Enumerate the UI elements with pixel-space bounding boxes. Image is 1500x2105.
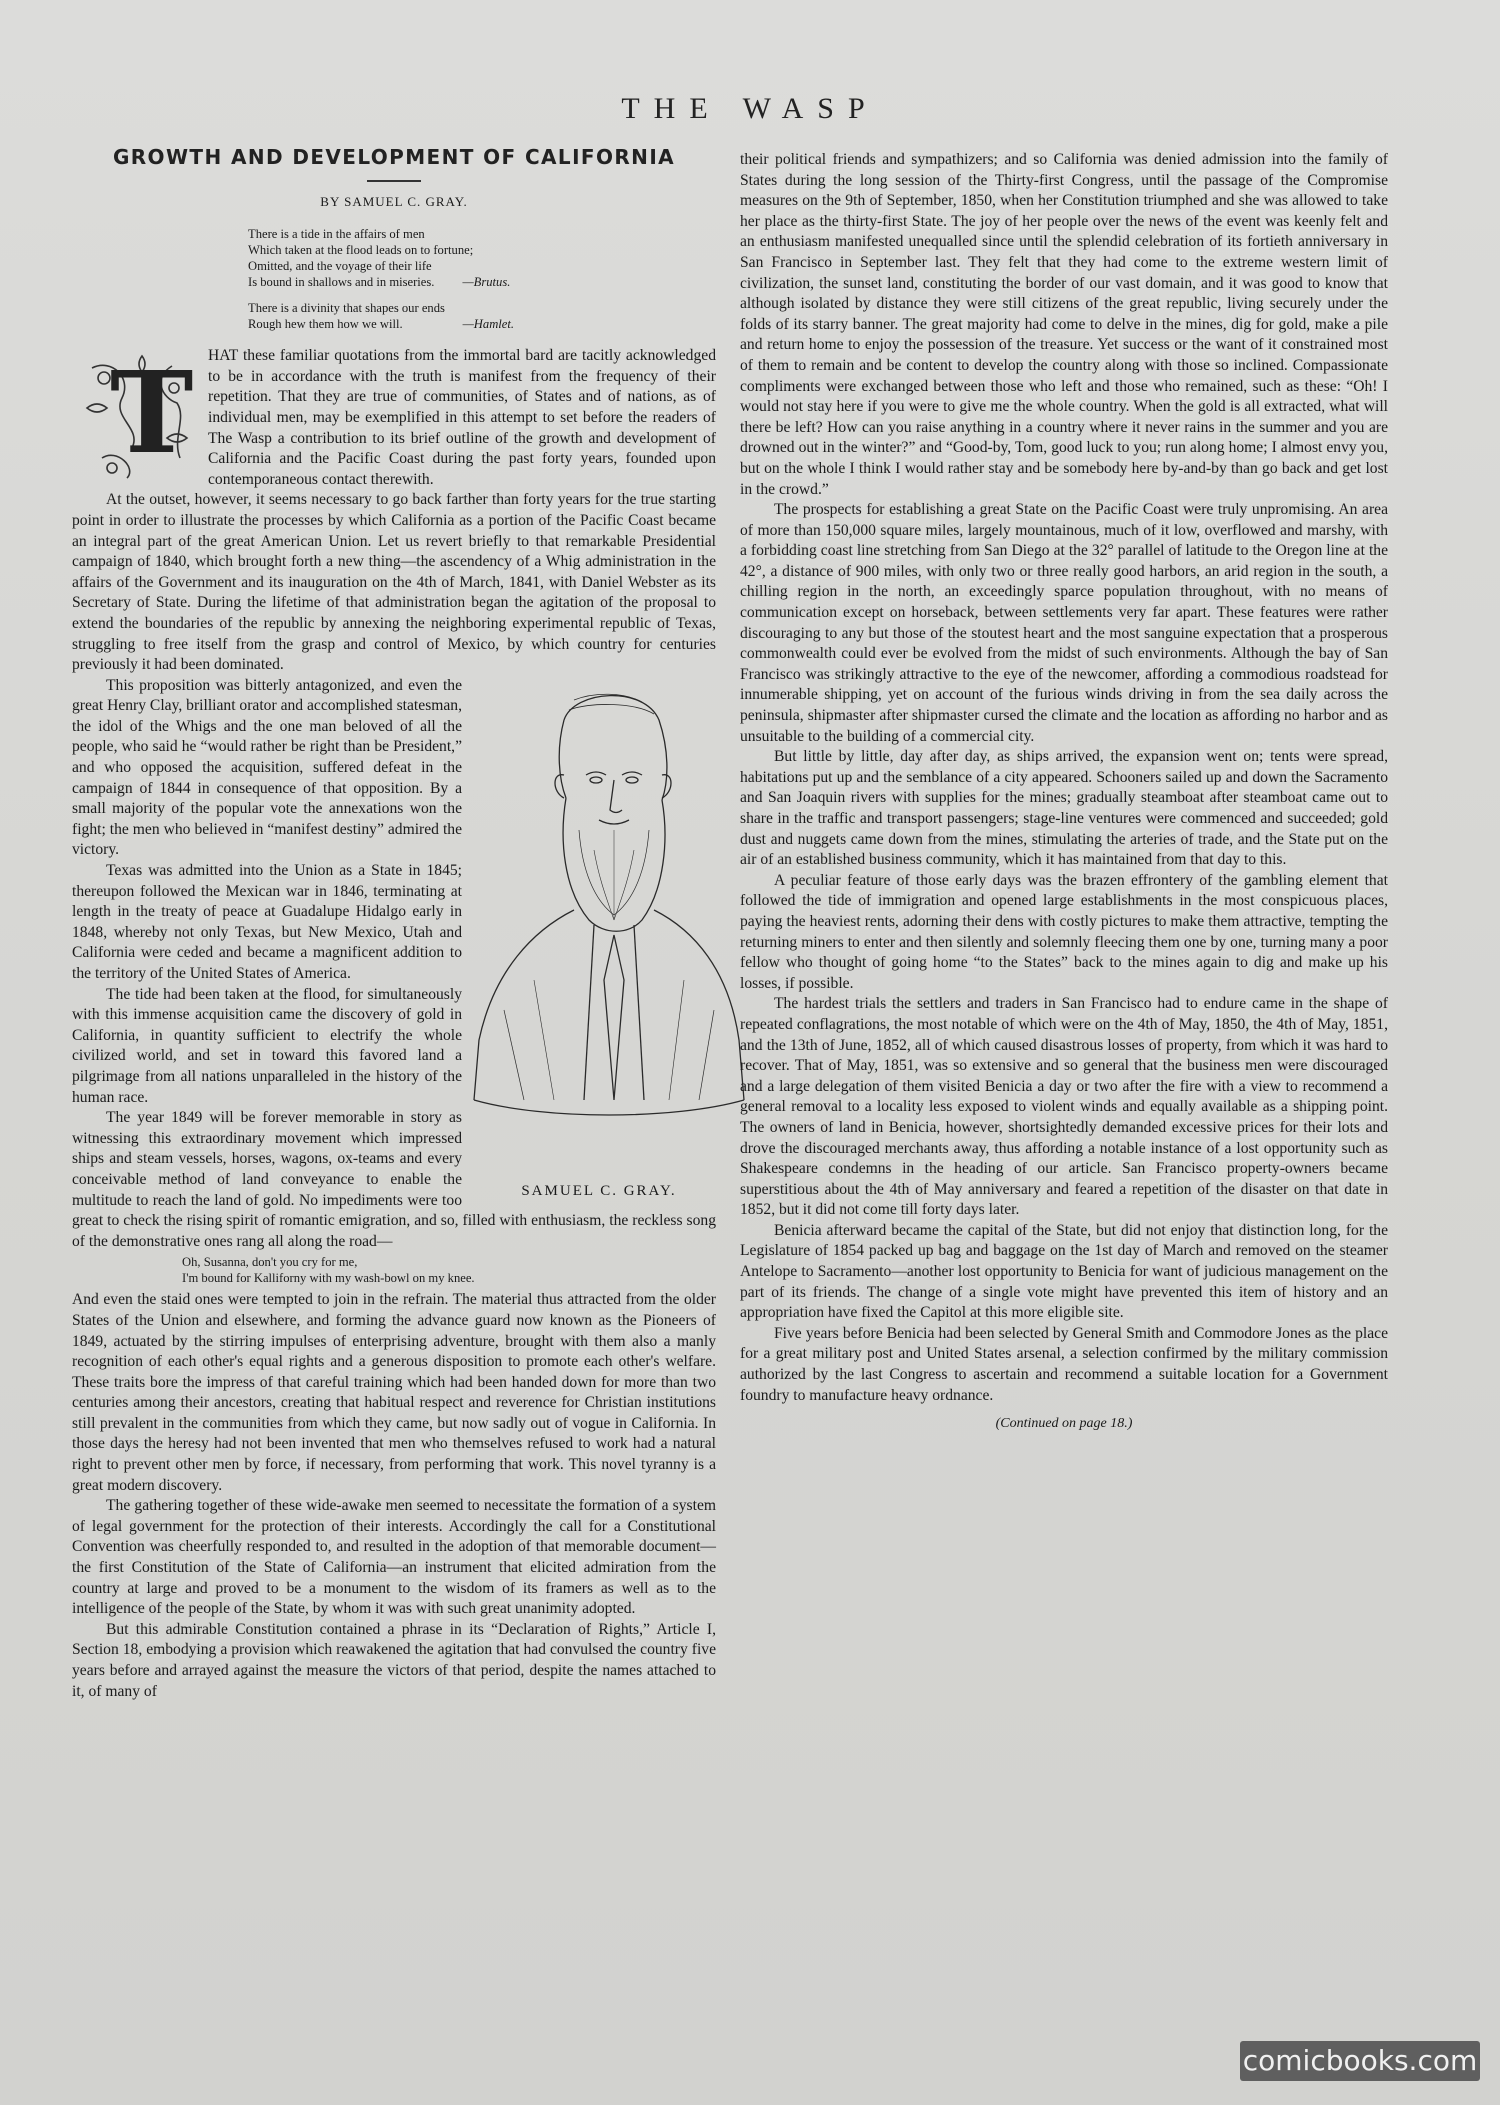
right-column	[740, 150, 1388, 1435]
paragraph: their political friends and sympathizers; and so California was denied admission into the family of States during the long session of the Thirty-first Congress, until the passage of the Compromise measures on the 9th of September, 1850, when her Constitution triumphed and she was allowed to take her place as the thirty-first State. The joy of her people over the news of the event was keenly felt and an enthusiasm manifested unequalled since until the splendid celebration of its fortieth anniversary in San Francisco in September last. They felt that they had come to the extreme western limit of civilization, the sunset land, constituting the border of our vast domain, and it was good to know that although isolated by distance they were still citizens of the great republic, living securely under the folds of its starry banner. The great majority had come to delve in the mines, dig for gold, make a pile and return home to enjoy the possession of the treasure. Yet success or the want of it constrained most of them to remain and be content to develop the country along with those so inclined. Compassionate compliments were exchanged between those who left and those who remained, such as these: “Oh! I would not stay here if you were to give me the whole country. When the gold is all extracted, what will there be left? How can you raise anything in a country where it never rains in the summer and you are drowned out in the winter?” and “Good-by, Tom, good luck to you; run along home; I almost envy you, but on the whole I think I would rather stay and be somebody here by-and-by than go back and get lost in the crowd.”	[740, 151, 1388, 498]
epigraph-text: Is bound in shallows and in miseries.	[248, 275, 435, 290]
paragraph: The prospects for establishing a great State on the Pacific Coast were truly unpromising. An area of more than 150,000 square miles, largely mountainous, much of it low, overflowed and marshy, with a forbidding coast line stretching from San Diego at the 32° parallel of latitude to the Oregon line at the 42°, a distance of 900 miles, with only two or three really good harbors, an arid region in the south, a chilling region in the north, an exceedingly sparce population throughout, with no means of communication except on horseback, between settlements very far apart. These features were rather discouraging to any but those of the stoutest heart and the most sanguine expectation that a prosperous commonwealth could ever be evolved from the midst of such environments. Although the bay of San Francisco was strikingly attractive to the eye of the newcomer, affording a commodious roadstead for innumerable shipping, yet on account of the furious winds driving in from the sea daily across the peninsula, shipmaster after shipmaster cursed the climate and the location as affording no harbor and as unsuitable to the building of a commercial city.	[740, 501, 1388, 745]
paragraph: But this admirable Constitution contained a phrase in its “Declaration of Rights,” Article I, Section 18, embodying a provision which reawakened the agitation that had convulsed the country five years before and arrayed against the measure the victors of that period, despite the names attached to it, of many of	[72, 1620, 716, 1700]
article-title: GROWTH AND DEVELOPMENT OF CALIFORNIA	[112, 145, 676, 169]
song-line: Oh, Susanna, don't you cry for me,	[182, 1255, 358, 1270]
paragraph: The hardest trials the settlers and traders in San Francisco had to endure came in the shape of repeated conflagrations, the most notable of which were on the 4th of May, 1850, the 4th of May, 1851, and the 13th of June, 1852, all of which caused disastrous losses of property, from which it was hard to recover. That of May, 1851, was so extensive and so general that the business men were discouraged and a large delegation of them visited Benicia a day or two after the fire with a view to recommend a general removal to a locality less exposed to violent winds and equally available as a shipping point. The owners of land in Benicia, however, shortsightedly demanded excessive prices for their lots and drove the discouraged merchants away, thus affording a notable instance of a lost opportunity such as Shakespeare condemns in the heading of our article. San Francisco property-owners became superstitious about the 4th of May anniversary and feared a repetition of the disaster on that date in 1852, but it did not come till forty days later.	[740, 995, 1388, 1219]
paragraph: At the outset, however, it seems necessary to go back farther than forty years for the true starting point in order to illustrate the processes by which California as a portion of the Pacific Coast became an integral part of the great American Union. Let us revert briefly to that remarkable Presidential campaign of 1840, which brought forth a new thing—the ascendency of a Whig administration in the affairs of the Government and its inauguration on the 4th of March, 1841, with Daniel Webster as its Secretary of State. During the lifetime of that administration began the agitation of the proposal to extend the boundaries of the republic by annexing the neighboring experimental republic of Texas, struggling to free itself from the grasp and control of Mexico, by which country for centuries previously it had been dominated.	[72, 491, 716, 674]
title-rule	[367, 180, 421, 182]
epigraph-line: Omitted, and the voyage of their life	[248, 259, 432, 274]
epigraph-line	[248, 316, 716, 332]
masthead: THE WASP	[621, 92, 879, 125]
paragraph: Five years before Benicia had been selected by General Smith and Commodore Jones as the place for a great military post and United States arsenal, a selection confirmed by the military commission authorized by the last Congress to ascertain and recommend a suitable location for a Government foundry to manufacture heavy ordnance.	[740, 1324, 1388, 1404]
paragraph: The year 1849 will be forever memorable in story as witnessing this extraordinary movement which impressed ships and steam vessels, horses, wagons, ox-teams and every conceivable method of land conveyance to enable the multitude to reach the land of gold. No impediments were too great to check the rising spirit of romantic emigration, and so, filled with enthusiasm, the reckless song of the demonstrative ones rang all along the road—	[72, 1109, 716, 1250]
epigraph-line: There is a tide in the affairs of men	[248, 227, 425, 242]
paragraph: The tide had been taken at the flood, for simultaneously with this immense acquisition came the discovery of gold in California, in quantity sufficient to electrify the whole civilized world, and set in toward this favored land a pilgrimage from all nations unparalleled in the history of the human race.	[72, 985, 462, 1106]
paragraph: The gathering together of these wide-awake men seemed to necessitate the formation of a system of legal government for the protection of their interests. Accordingly the call for a Constitutional Convention was cheerfully responded to, and resulted in the adoption of that memorable document—the first Constitution of the State of California—an instrument that elicited admiration from the country at large and proved to be a monument to the wisdom of its framers as well as to the intelligence of the people of the State, by whom it was with such great unanimity adopted.	[72, 1497, 716, 1618]
portrait-area	[474, 680, 724, 1200]
portrait-caption: SAMUEL C. GRAY.	[521, 1183, 677, 1200]
song-line: I'm bound for Kalliforny with my wash-bowl on my knee.	[182, 1271, 475, 1286]
dropcap-letter: T	[110, 348, 194, 480]
continued-note: (Continued on page 18.)	[995, 1416, 1133, 1432]
left-column	[72, 145, 716, 1702]
portrait-engraving-icon	[464, 680, 754, 1180]
paragraph: This proposition was bitterly antagonized, and even the great Henry Clay, brilliant orator and accomplished statesman, the idol of the Whigs and the one man beloved of all the people, who said he “would rather be right than be President,” and who opposed the acquisition, suffered defeat in the campaign of 1844 in consequence of that opposition. By a small majority of the popular vote the annexations won the fight; the men who believed in “manifest destiny” admired the victory.	[72, 676, 463, 859]
epigraph-brutus	[248, 226, 716, 290]
paragraph: Benicia afterward became the capital of the State, but did not enjoy that distinction long, for the Legislature of 1854 packed up bag and baggage on the 1st day of March and removed on the steamer Antelope to Sacramento—another lost opportunity to Benicia for want of judicious management on the part of its friends. The change of a single vote might have prevented this item of history and an appropriation have fixed the Capitol at this more eligible site.	[740, 1221, 1388, 1322]
epigraph-text: Rough hew them how we will.	[248, 317, 403, 332]
paragraph: But little by little, day after day, as ships arrived, the expansion went on; tents were spread, habitations put up and the semblance of a city appeared. Schooners sailed up and down the Sacramento and San Joaquin rivers with supplies for the mines; gradually steamboat after steamboat came out to share in the traffic and transport passengers; stage-line ventures were commenced and succeeded; gold dust and nuggets came down from the mines, stimulating the arteries of trade, and the State put on the air of an established business community, which it has maintained from that day to this.	[740, 748, 1388, 869]
ornamental-dropcap	[82, 348, 194, 486]
epigraph-attribution: —Brutus.	[462, 275, 511, 290]
song-verse	[182, 1254, 716, 1286]
watermark-logo: comicbooks.com	[1240, 2041, 1480, 2081]
paragraph: Texas was admitted into the Union as a State in 1845; thereupon followed the Mexican war in 1846, terminating at length in the treaty of peace at Guadalupe Hidalgo early in 1848, whereby not only Texas, but New Mexico, Utah and California were ceded and became a magnificent addition to the territory of the United States of America.	[72, 862, 462, 982]
paragraph: And even the staid ones were tempted to join in the refrain. The material thus attracted from the older States of the Union and elsewhere, and forming the advance guard now known as the Pioneers of 1849, actuated by the stirring impulses of enterprising adventure, brought with them also a manly recognition of each other's equal rights and a generous disposition to promote each other's welfare. These traits bore the impress of that careful training which had been handed down for more than two centuries among their ancestors, creating that habitual respect and reverence for Christian institutions still prevalent in the communities from which they came, but now sadly out of vogue in California. In those days the heresy had not been invented that men who themselves refused to work had a natural right to prevent other men by force, if necessary, from performing that work. This novel tyranny is a great modern discovery.	[72, 1291, 716, 1494]
paragraph: HAT these familiar quotations from the immortal bard are tacitly acknowledged to be in accordance with the truth is manifest from the frequency of their repetition. That they are true of communities, of States and of nations, as of individual men, may be exemplified in this attempt to set before the readers of The Wasp a contribution to its brief outline of the growth and development of California and the Pacific Coast during the past forty years, founded upon contemporaneous contact therewith.	[208, 347, 716, 488]
epigraph-line: There is a divinity that shapes our ends	[248, 301, 445, 316]
epigraph-hamlet	[248, 300, 716, 332]
paragraph: A peculiar feature of those early days was the brazen effrontery of the gambling element that followed the tide of immigration and opened large establishments in the most conspicuous places, paying the heaviest rents, adorning their dens with costly pictures to make them attractive, tempting the returning miners to enter and then silently and solemnly fleecing them one by one, turning many a poor fellow who thought of going home “to the States” back to the mines again to dig and make up his losses, if possible.	[740, 871, 1388, 992]
epigraph-attribution: —Hamlet.	[462, 317, 515, 332]
byline: BY SAMUEL C. GRAY.	[320, 193, 468, 209]
epigraph-line	[248, 274, 716, 290]
epigraph-line: Which taken at the flood leads on to fortune;	[248, 243, 474, 258]
